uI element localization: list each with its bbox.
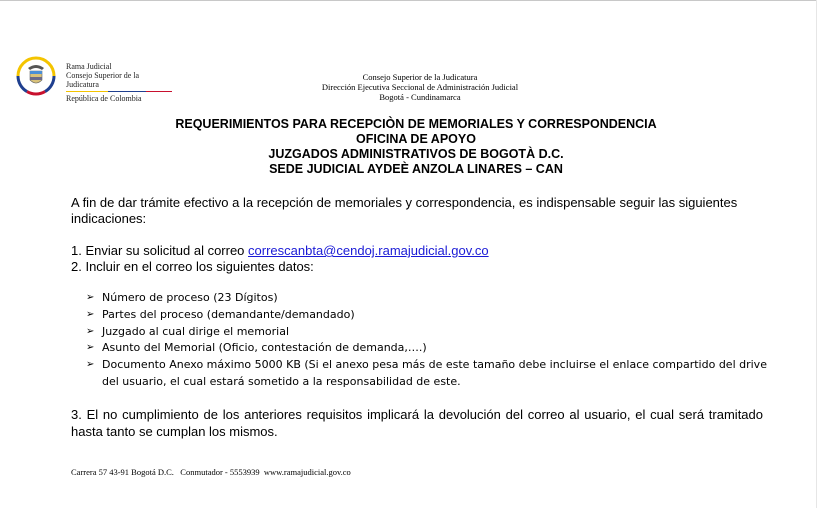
list-item: ➢ Asunto del Memorial (Oficio, contestación de demanda,….) (86, 340, 776, 357)
org-header-line: Consejo Superior de la Judicatura (362, 72, 478, 82)
arrow-bullet-icon: ➢ (86, 342, 95, 354)
list-item: ➢ Juzgado al cual dirige el memorial (86, 324, 776, 341)
logo-line-rama-judicial: Rama Judicial (66, 62, 112, 71)
organization-header (290, 72, 550, 102)
arrow-bullet-icon: ➢ (86, 359, 95, 371)
intro-paragraph: A fin de dar trámite efectivo a la recepción de memoriales y correspondencia, es indispensable seguir las siguientes indicaciones: (71, 195, 738, 226)
step-3: 3. El no cumplimiento de los anteriores requisitos implicará la devolución del correo al usuario, el cual será tramitado hasta tanto se cumplan los mismos. (71, 407, 763, 439)
document-subtitle: JUZGADOS ADMINISTRATIVOS DE BOGOTÀ D.C. (268, 147, 564, 161)
arrow-bullet-icon: ➢ (86, 292, 95, 303)
arrow-bullet-icon: ➢ (86, 308, 95, 320)
logo-line-republica: República de Colombia (66, 94, 142, 103)
step-2: 2. Incluir en el correo los siguientes datos: (71, 259, 314, 274)
logo-line-consejo: Consejo Superior de la Judicatura (66, 71, 172, 92)
email-link[interactable]: correscanbta@cendoj.ramajudicial.gov.co (248, 243, 489, 258)
org-header-line: Dirección Ejecutiva Seccional de Administración Judicial (321, 82, 519, 92)
page-right-border (816, 0, 817, 508)
document-title-block (100, 117, 732, 177)
required-data-list (86, 290, 776, 391)
page-top-border (0, 0, 816, 1)
document-title: REQUERIMIENTOS PARA RECEPCIÒN DE MEMORIALES Y CORRESPONDENCIA (175, 117, 657, 131)
list-item: ➢ Documento Anexo máximo 5000 KB (Si el anexo pesa más de este tamaño debe incluirse el enlace compartido del drive del usuario, el cual estará sometido a la responsabilidad de este. (86, 358, 767, 388)
footer-address: Carrera 57 43-91 Bogotá D.C. Conmutador - 5553939 www.ramajudicial.gov.co (71, 467, 351, 477)
arrow-bullet-icon: ➢ (86, 325, 95, 337)
org-header-line: Bogotá - Cundinamarca (379, 92, 461, 102)
rama-judicial-logo (16, 56, 176, 103)
list-item: ➢ Número de proceso (23 Dígitos) (86, 290, 776, 307)
step-1-text: 1. Enviar su solicitud al correo (71, 243, 249, 258)
step-1 (71, 243, 763, 259)
list-item: ➢ Partes del proceso (demandante/demandado) (86, 307, 776, 324)
document-subtitle: SEDE JUDICIAL AYDEÈ ANZOLA LINARES – CAN (269, 162, 563, 176)
colombia-coat-of-arms-icon (16, 56, 56, 96)
document-subtitle: OFICINA DE APOYO (356, 132, 476, 146)
